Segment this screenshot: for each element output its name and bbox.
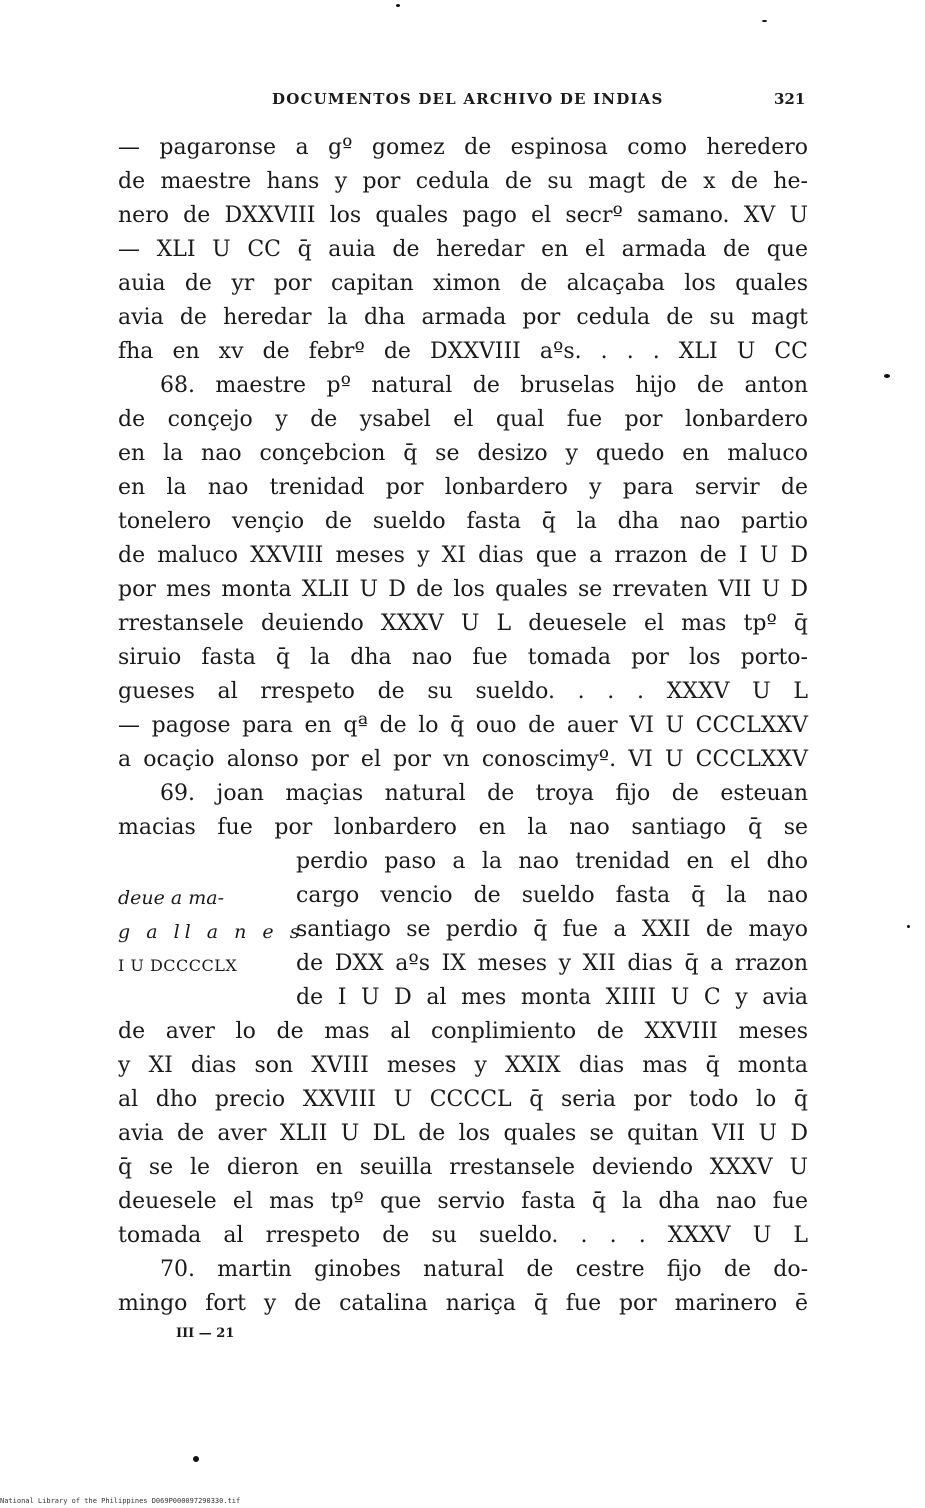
margin-note: deue a ma- xyxy=(118,887,225,909)
text-line: perdio paso a la nao trenidad en el dho xyxy=(296,849,808,874)
text-line: de aver lo de mas al conplimiento de XXVIII meses xyxy=(118,1019,808,1044)
entry-heading-70: 70. martin ginobes natural de cestre fijo de do- xyxy=(160,1257,808,1282)
text-line: cargo vencio de sueldo fasta q̄ la nao xyxy=(296,883,808,908)
text-line: rrestansele deuiendo XXXV U L deuesele el mas tpº q̄ xyxy=(118,611,808,636)
scan-speck xyxy=(907,925,910,928)
scan-footer: National Library of the Philippines D069P000097290330.tif xyxy=(0,1497,241,1505)
margin-note-amount: I U DCCCCLX xyxy=(118,956,238,975)
text-line: en la nao trenidad por lonbardero y para servir de xyxy=(118,475,808,500)
scan-speck xyxy=(193,1456,199,1462)
signature-mark: III — 21 xyxy=(176,1326,235,1341)
text-line: de maluco XXVIII meses y XI dias que a rrazon de I U D xyxy=(118,543,808,568)
text-line: mingo fort y de catalina nariça q̄ fue por marinero ē xyxy=(118,1291,808,1316)
text-line: avia de heredar la dha armada por cedula de su magt xyxy=(118,305,808,330)
entry-heading-69: 69. joan maçias natural de troya fijo de esteuan xyxy=(160,781,808,806)
scan-speck xyxy=(884,374,890,378)
text-line: santiago se perdio q̄ fue a XXII de mayo xyxy=(296,917,808,942)
text-line: siruio fasta q̄ la dha nao fue tomada por los porto- xyxy=(118,645,808,670)
text-line: en la nao conçebcion q̄ se desizo y quedo en maluco xyxy=(118,441,808,466)
text-line: gueses al rrespeto de su sueldo. . . . XXXV U L xyxy=(118,679,808,704)
text-line: nero de DXXVIII los quales pago el secrº samano. XV U xyxy=(118,203,808,228)
text-line: por mes monta XLII U D de los quales se rrevaten VII U D xyxy=(118,577,808,602)
text-line: avia de aver XLII U DL de los quales se quitan VII U D xyxy=(118,1121,808,1146)
text-line: tomada al rrespeto de su sueldo. . . . XXXV U L xyxy=(118,1223,808,1248)
text-line: de DXX aºs IX meses y XII dias q̄ a rrazon xyxy=(296,951,808,976)
text-line: de conçejo y de ysabel el qual fue por lonbardero xyxy=(118,407,808,432)
text-line: fha en xv de febrº de DXXVIII aºs. . . . XLI U CC xyxy=(118,339,808,364)
text-line: y XI dias son XVIII meses y XXIX dias mas q̄ monta xyxy=(118,1053,808,1078)
text-line: de I U D al mes monta XIIII U C y avia xyxy=(296,985,808,1010)
text-line: — pagose para en qª de lo q̄ ouo de auer VI U CCCLXXV xyxy=(118,713,808,738)
text-line: macias fue por lonbardero en la nao santiago q̄ se xyxy=(118,815,808,840)
scan-speck xyxy=(396,4,400,7)
text-line: de maestre hans y por cedula de su magt de x de he- xyxy=(118,169,808,194)
text-line: auia de yr por capitan ximon de alcaçaba los quales xyxy=(118,271,808,296)
text-line: — XLI U CC q̄ auia de heredar en el armada de que xyxy=(118,237,808,262)
text-line: a ocaçio alonso por el por vn conoscimyº. VI U CCCLXXV xyxy=(118,747,808,772)
entry-heading-68: 68. maestre pº natural de bruselas hijo de anton xyxy=(160,373,808,398)
scan-speck xyxy=(762,20,767,22)
text-line: — pagaronse a gº gomez de espinosa como heredero xyxy=(118,135,808,160)
running-header: DOCUMENTOS DEL ARCHIVO DE INDIAS xyxy=(272,90,664,108)
margin-note: g a ll a n e s xyxy=(118,921,305,943)
page-number: 321 xyxy=(774,90,806,108)
text-line: deuesele el mas tpº que servio fasta q̄ la dha nao fue xyxy=(118,1189,808,1214)
text-line: tonelero vençio de sueldo fasta q̄ la dha nao partio xyxy=(118,509,808,534)
text-line: q̄ se le dieron en seuilla rrestansele deviendo XXXV U xyxy=(118,1155,808,1180)
text-line: al dho precio XXVIII U CCCCL q̄ seria por todo lo q̄ xyxy=(118,1087,808,1112)
